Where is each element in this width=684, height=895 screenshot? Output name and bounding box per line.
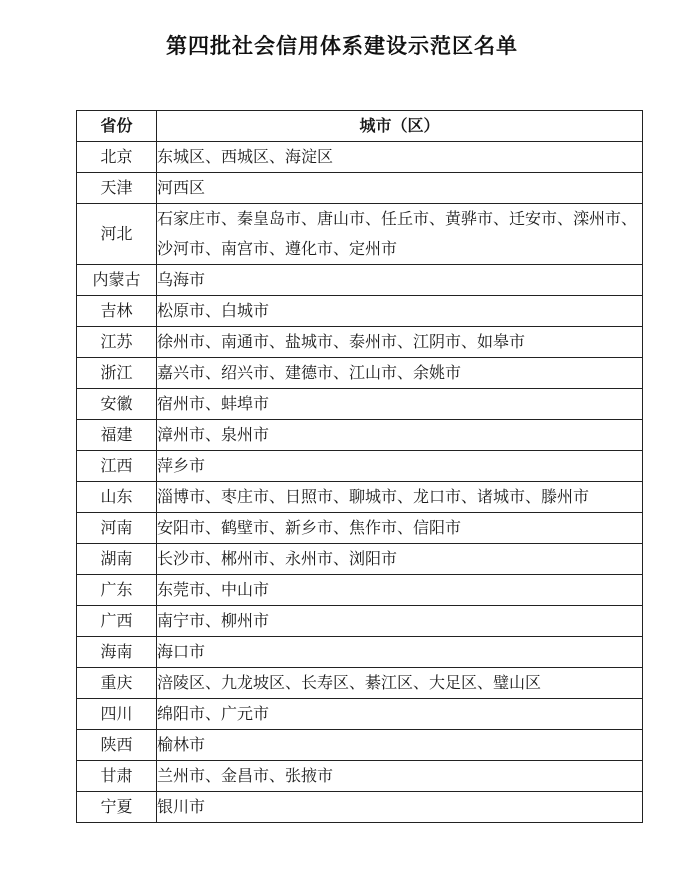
cities-cell: 涪陵区、九龙坡区、长寿区、綦江区、大足区、璧山区 [157,668,643,699]
cities-cell: 长沙市、郴州市、永州市、浏阳市 [157,544,643,575]
table-row [77,358,643,389]
cities-cell: 松原市、白城市 [157,296,643,327]
province-cell: 福建 [77,420,157,451]
cities-cell: 南宁市、柳州市 [157,606,643,637]
column-header-city: 城市（区） [157,111,643,142]
table-row [77,606,643,637]
table-row [77,389,643,420]
table-row [77,327,643,358]
table-row [77,265,643,296]
province-cell: 江苏 [77,327,157,358]
province-cell: 河北 [77,204,157,265]
table-row [77,792,643,823]
table-row [77,204,643,265]
province-cell: 宁夏 [77,792,157,823]
province-cell: 河南 [77,513,157,544]
page-title: 第四批社会信用体系建设示范区名单 [166,34,518,58]
table-row [77,575,643,606]
table-row [77,668,643,699]
cities-cell: 河西区 [157,173,643,204]
cities-cell: 乌海市 [157,265,643,296]
table-row [77,482,643,513]
table-row [77,142,643,173]
cities-cell: 海口市 [157,637,643,668]
province-cell: 广西 [77,606,157,637]
cities-cell: 兰州市、金昌市、张掖市 [157,761,643,792]
table-row [77,296,643,327]
province-cell: 海南 [77,637,157,668]
table-row [77,730,643,761]
province-cell: 四川 [77,699,157,730]
province-cell: 北京 [77,142,157,173]
cities-cell: 淄博市、枣庄市、日照市、聊城市、龙口市、诸城市、滕州市 [157,482,643,513]
cities-cell: 东城区、西城区、海淀区 [157,142,643,173]
province-cell: 江西 [77,451,157,482]
table-row [77,699,643,730]
table-row [77,451,643,482]
demonstration-zone-table [76,110,643,823]
table-row [77,761,643,792]
cities-cell: 萍乡市 [157,451,643,482]
cities-cell: 安阳市、鹤壁市、新乡市、焦作市、信阳市 [157,513,643,544]
cities-cell: 东莞市、中山市 [157,575,643,606]
cities-cell: 榆林市 [157,730,643,761]
province-cell: 天津 [77,173,157,204]
cities-cell: 石家庄市、秦皇岛市、唐山市、任丘市、黄骅市、迁安市、滦州市、沙河市、南宫市、遵化市、定州市 [157,204,643,265]
province-cell: 吉林 [77,296,157,327]
cities-cell: 漳州市、泉州市 [157,420,643,451]
cities-cell: 绵阳市、广元市 [157,699,643,730]
province-cell: 浙江 [77,358,157,389]
province-cell: 安徽 [77,389,157,420]
cities-cell: 银川市 [157,792,643,823]
province-cell: 湖南 [77,544,157,575]
table-row [77,420,643,451]
table-header-row [77,111,643,142]
province-cell: 重庆 [77,668,157,699]
table-row [77,173,643,204]
cities-cell: 宿州市、蚌埠市 [157,389,643,420]
table-row [77,637,643,668]
province-cell: 甘肃 [77,761,157,792]
table-row [77,544,643,575]
province-cell: 山东 [77,482,157,513]
cities-cell: 徐州市、南通市、盐城市、泰州市、江阴市、如皋市 [157,327,643,358]
table-row [77,513,643,544]
column-header-province: 省份 [77,111,157,142]
province-cell: 广东 [77,575,157,606]
province-cell: 内蒙古 [77,265,157,296]
cities-cell: 嘉兴市、绍兴市、建德市、江山市、余姚市 [157,358,643,389]
province-cell: 陕西 [77,730,157,761]
